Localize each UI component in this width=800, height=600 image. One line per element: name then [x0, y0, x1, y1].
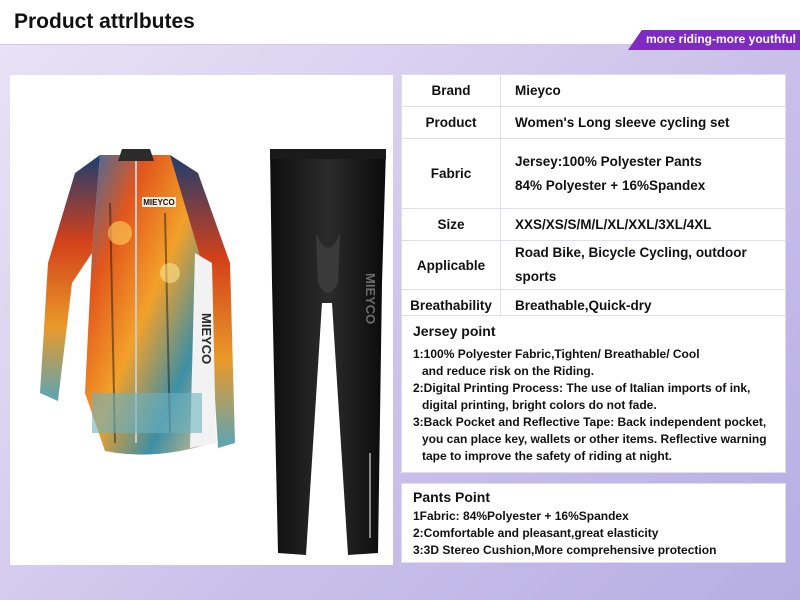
pants-side-logo: MIEYCO	[363, 273, 378, 325]
attr-label: Breathability	[402, 290, 501, 322]
jersey-logo: MIEYCO	[143, 198, 175, 207]
table-row	[402, 241, 786, 290]
pants-image	[258, 143, 398, 563]
table-row	[402, 209, 786, 241]
table-row	[402, 75, 786, 107]
attr-label: Product	[402, 107, 501, 139]
jersey-point-line: tape to improve the safety of riding at night.	[422, 449, 673, 463]
page-title: Product attrlbutes	[14, 10, 195, 33]
jersey-point-line: and reduce risk on the Riding.	[422, 364, 595, 378]
attr-value: XXS/XS/S/M/L/XL/XXL/3XL/4XL	[501, 209, 786, 241]
pants-point-line: 3:3D Stereo Cushion,More comprehensive protection	[413, 543, 717, 557]
jersey-image	[30, 143, 240, 473]
jersey-point-box	[401, 315, 786, 473]
jersey-point-title: Jersey point	[413, 323, 496, 339]
pants-point-line: 1Fabric: 84%Polyester + 16%Spandex	[413, 509, 629, 523]
attr-label: Fabric	[402, 139, 501, 209]
attr-label: Applicable	[402, 241, 501, 290]
product-photo	[10, 75, 393, 565]
table-row	[402, 139, 786, 209]
attr-value: Mieyco	[501, 75, 786, 107]
attr-value: Breathable,Quick-dry	[501, 290, 786, 322]
pants-point-line: 2:Comfortable and pleasant,great elasticity	[413, 526, 659, 540]
attr-value: Road Bike, Bicycle Cycling, outdoor sports	[501, 241, 786, 290]
attr-label: Size	[402, 209, 501, 241]
attr-value: Jersey:100% Polyester Pants 84% Polyester + 16%Spandex	[501, 139, 786, 209]
jersey-point-line: 3:Back Pocket and Reflective Tape: Back independent pocket,	[413, 415, 767, 429]
jersey-point-line: digital printing, bright colors do not fade.	[422, 398, 657, 412]
jersey-point-line: you can place key, wallets or other items. Reflective warning	[422, 432, 767, 446]
attributes-table	[401, 74, 786, 322]
jersey-point-line: 1:100% Polyester Fabric,Tighten/ Breathable/ Cool	[413, 347, 700, 361]
pants-point-box	[401, 483, 786, 563]
attr-label: Brand	[402, 75, 501, 107]
jersey-side-logo: MIEYCO	[199, 313, 214, 365]
tagline-text: more riding-more youthful	[646, 32, 796, 46]
attr-value: Women's Long sleeve cycling set	[501, 107, 786, 139]
title-underline	[0, 42, 640, 45]
pants-point-title: Pants Point	[413, 489, 491, 505]
jersey-point-line: 2:Digital Printing Process: The use of Italian imports of ink,	[413, 381, 751, 395]
table-row	[402, 107, 786, 139]
